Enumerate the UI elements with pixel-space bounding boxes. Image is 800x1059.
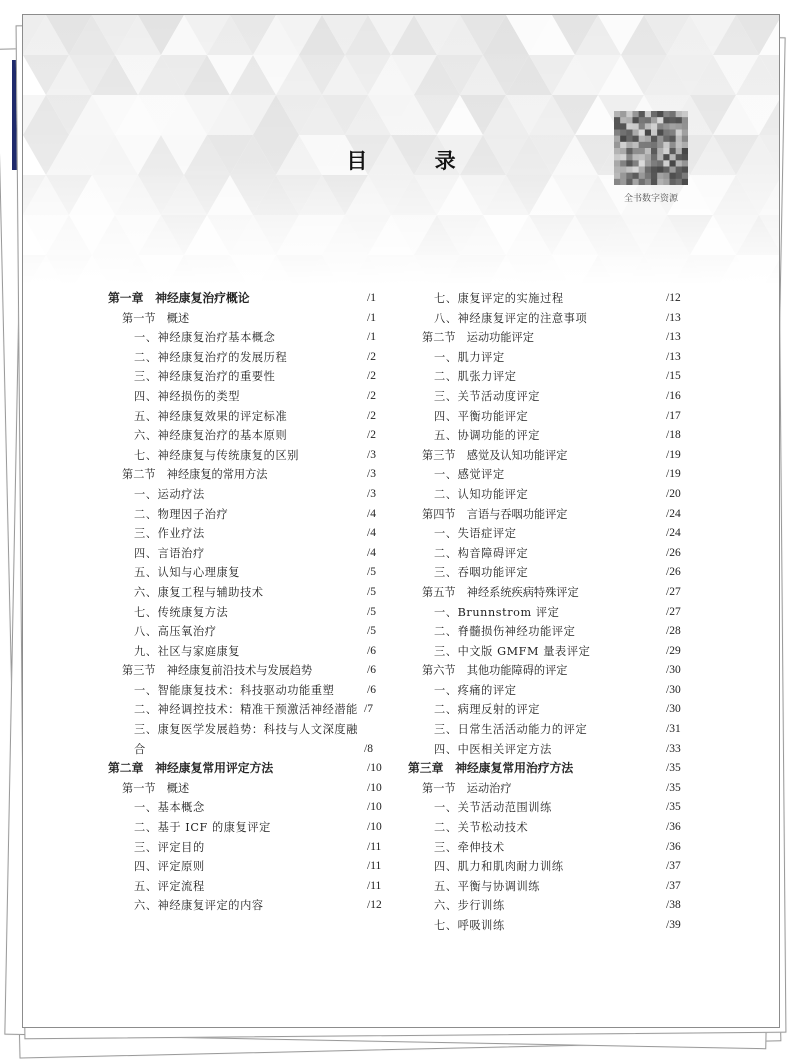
toc-page-number: /5 [367, 625, 376, 638]
toc-entry-title: 四、平衡功能评定 [434, 409, 529, 423]
toc-item-entry[interactable] [408, 289, 692, 309]
toc-entry-title: 第一节 概述 [122, 311, 190, 325]
toc-page-number: /27 [666, 605, 681, 618]
toc-entry-title: 三、中文版 GMFM 量表评定 [434, 644, 591, 658]
toc-item-entry[interactable] [408, 524, 692, 544]
toc-page-number: /30 [666, 703, 681, 716]
toc-page-number: /13 [666, 350, 681, 363]
toc-item-entry[interactable] [108, 798, 393, 818]
toc-entry-title: 三、吞咽功能评定 [434, 566, 529, 580]
toc-page-number: /3 [367, 468, 376, 481]
toc-entry-title: 三、关节活动度评定 [434, 389, 541, 403]
toc-entry-title: 五、认知与心理康复 [134, 566, 241, 580]
toc-item-entry[interactable] [408, 367, 692, 387]
toc-entry-title: 七、神经康复与传统康复的区别 [134, 448, 300, 462]
toc-page-number: /35 [666, 762, 681, 775]
toc-entry-title: 四、言语治疗 [134, 546, 205, 560]
toc-item-entry[interactable] [108, 367, 393, 387]
toc-entry-title: 第四节 言语与吞咽功能评定 [422, 507, 568, 521]
toc-item-entry[interactable] [408, 465, 692, 485]
toc-item-entry[interactable] [408, 603, 692, 623]
toc-page-number: /15 [666, 370, 681, 383]
toc-entry-title: 一、智能康复技术：科技驱动功能重塑 [134, 683, 335, 697]
toc-item-entry[interactable] [108, 877, 393, 897]
toc-page-number: /10 [367, 781, 382, 794]
toc-page-number: /7 [364, 703, 373, 716]
toc-item-entry[interactable] [108, 328, 393, 348]
toc-page-number: /1 [367, 292, 376, 304]
toc-item-entry[interactable] [408, 642, 692, 662]
toc-item-entry[interactable] [408, 544, 692, 564]
toc-section-entry[interactable] [408, 505, 692, 525]
toc-item-entry[interactable] [108, 681, 393, 701]
toc-section-entry[interactable] [408, 328, 692, 348]
toc-page-number: /12 [367, 899, 382, 912]
toc-page-number: /19 [666, 468, 681, 481]
toc-item-entry[interactable] [108, 700, 393, 720]
toc-page-number: /11 [367, 860, 382, 873]
toc-entry-title: 第三章 神经康复常用治疗方法 [408, 761, 574, 776]
toc-item-entry[interactable] [408, 896, 692, 916]
toc-entry-title: 第六节 其他功能障碍的评定 [422, 664, 568, 678]
toc-entry-title: 三、日常生活活动能力的评定 [434, 723, 588, 737]
toc-page-number: /12 [666, 292, 681, 304]
toc-page-number: /3 [367, 487, 376, 500]
toc-page-number: /37 [666, 879, 681, 892]
toc-column-right [408, 289, 692, 936]
toc-entry-title: 二、脊髓损伤神经功能评定 [434, 625, 576, 639]
toc-entry-title: 四、中医相关评定方法 [434, 742, 552, 756]
qr-code-caption: 全书数字资源 [623, 194, 678, 204]
toc-entry-title: 五、神经康复效果的评定标准 [134, 409, 288, 423]
toc-item-entry[interactable] [408, 387, 692, 407]
toc-item-entry[interactable] [108, 896, 393, 916]
toc-section-entry[interactable] [408, 583, 692, 603]
toc-item-entry[interactable] [108, 603, 393, 623]
toc-page-number: /31 [666, 723, 681, 736]
toc-page-number: /27 [666, 585, 681, 598]
toc-entry-title: 第一节 运动治疗 [422, 781, 512, 795]
toc-item-entry[interactable] [108, 583, 393, 603]
toc-section-entry[interactable] [408, 446, 692, 466]
toc-entry-title: 五、平衡与协调训练 [434, 879, 541, 893]
toc-entry-title: 六、神经康复评定的内容 [134, 899, 264, 913]
toc-entry-title: 七、呼吸训练 [434, 919, 505, 932]
toc-entry-title: 第一章 神经康复治疗概论 [108, 291, 250, 305]
toc-entry-title: 第一节 概述 [122, 781, 190, 795]
toc-entry-title: 三、评定目的 [134, 840, 205, 854]
toc-item-entry[interactable] [108, 838, 393, 858]
toc-page-number: /19 [666, 448, 681, 461]
toc-page [22, 14, 780, 1028]
toc-page-number: /5 [367, 585, 376, 598]
toc-item-entry[interactable] [408, 798, 692, 818]
toc-page-number: /3 [367, 448, 376, 461]
toc-entry-title: 二、关节松动技术 [434, 821, 529, 835]
toc-item-entry[interactable] [108, 426, 393, 446]
toc-item-entry[interactable] [408, 485, 692, 505]
toc-page-number: /4 [367, 546, 376, 559]
toc-page-number: /36 [666, 840, 681, 853]
toc-entry-title: 第五节 神经系统疾病特殊评定 [422, 585, 579, 599]
toc-page-number: /8 [364, 742, 373, 755]
toc-page-number: /6 [367, 664, 376, 677]
toc-page-number: /4 [367, 507, 376, 520]
toc-entry-title: 一、基本概念 [134, 801, 205, 815]
toc-page-number: /6 [367, 683, 376, 696]
toc-item-entry[interactable] [108, 485, 393, 505]
toc-entry-title: 七、传统康复方法 [134, 605, 229, 619]
toc-page-number: /39 [666, 919, 681, 931]
toc-entry-title: 七、康复评定的实施过程 [434, 292, 564, 305]
toc-item-entry[interactable] [108, 505, 393, 525]
toc-item-entry[interactable] [408, 740, 692, 760]
toc-section-entry[interactable] [108, 309, 393, 329]
toc-item-entry[interactable] [408, 348, 692, 368]
toc-item-entry[interactable] [108, 446, 393, 466]
toc-entry-title: 一、失语症评定 [434, 527, 517, 541]
toc-page-number: /30 [666, 683, 681, 696]
toc-entry-title: 第三节 感觉及认知功能评定 [422, 448, 568, 462]
toc-section-entry[interactable] [108, 661, 393, 681]
toc-entry-title: 第二节 运动功能评定 [422, 331, 534, 345]
toc-section-entry[interactable] [408, 661, 692, 681]
toc-item-entry[interactable] [108, 407, 393, 427]
toc-page-number: /10 [367, 821, 382, 834]
toc-section-entry[interactable] [408, 779, 692, 799]
toc-page-number: /5 [367, 566, 376, 579]
toc-page-number: /37 [666, 860, 681, 873]
toc-page-number: /1 [367, 331, 376, 344]
toc-chapter-entry[interactable] [108, 759, 393, 779]
toc-item-entry[interactable] [108, 387, 393, 407]
toc-entry-title: 一、运动疗法 [134, 487, 205, 501]
toc-entry-title: 一、疼痛的评定 [434, 683, 517, 697]
toc-entry-title: 八、高压氧治疗 [134, 625, 217, 639]
toc-item-entry[interactable] [408, 622, 692, 642]
toc-page-number: /2 [367, 389, 376, 402]
toc-entry-title: 五、评定流程 [134, 879, 205, 893]
toc-entry-title: 一、关节活动范围训练 [434, 801, 552, 815]
toc-entry-title: 一、肌力评定 [434, 350, 505, 364]
toc-entry-title: 二、基于 ICF 的康复评定 [134, 821, 271, 835]
toc-page-number: /4 [367, 527, 376, 540]
toc-item-entry[interactable] [408, 407, 692, 427]
toc-item-entry[interactable] [408, 563, 692, 583]
toc-page-number: /10 [367, 762, 382, 775]
toc-item-entry[interactable] [408, 700, 692, 720]
toc-entry-title: 六、神经康复治疗的基本原则 [134, 429, 288, 443]
toc-item-entry[interactable] [408, 720, 692, 740]
toc-item-entry[interactable] [408, 877, 692, 897]
toc-entry-title: 五、协调功能的评定 [434, 429, 541, 443]
toc-page-number: /36 [666, 821, 681, 834]
toc-item-entry[interactable] [108, 720, 393, 759]
toc-section-entry[interactable] [108, 465, 393, 485]
toc-entry-title: 第二章 神经康复常用评定方法 [108, 761, 274, 776]
toc-entry-title: 第二节 神经康复的常用方法 [122, 468, 268, 482]
toc-page-number: /35 [666, 781, 681, 794]
toc-entry-title: 三、作业疗法 [134, 527, 205, 541]
toc-page-number: /13 [666, 311, 681, 324]
toc-page-number: /20 [666, 487, 681, 500]
toc-item-entry[interactable] [408, 916, 692, 936]
toc-item-entry[interactable] [408, 818, 692, 838]
toc-section-entry[interactable] [108, 779, 393, 799]
toc-page-number: /10 [367, 801, 382, 814]
toc-page-number: /29 [666, 644, 681, 657]
toc-page-number: /16 [666, 389, 681, 402]
toc-item-entry[interactable] [408, 426, 692, 446]
toc-item-entry[interactable] [408, 838, 692, 858]
toc-item-entry[interactable] [108, 857, 393, 877]
toc-entry-title: 九、社区与家庭康复 [134, 644, 241, 658]
toc-entry-title: 二、病理反射的评定 [434, 703, 541, 717]
toc-item-entry[interactable] [108, 622, 393, 642]
toc-page-number: /24 [666, 527, 681, 540]
toc-page-number: /1 [367, 311, 376, 324]
toc-item-entry[interactable] [108, 563, 393, 583]
toc-chapter-entry[interactable] [408, 759, 692, 779]
toc-item-entry[interactable] [408, 857, 692, 877]
toc-item-entry[interactable] [108, 818, 393, 838]
toc-entry-title: 第三节 神经康复前沿技术与发展趋势 [122, 664, 313, 678]
toc-item-entry[interactable] [108, 544, 393, 564]
toc-page-number: /13 [666, 331, 681, 344]
toc-page-number: /2 [367, 429, 376, 442]
toc-page-number: /11 [367, 879, 382, 892]
toc-entry-title: 三、牵伸技术 [434, 840, 505, 854]
toc-page-number: /2 [367, 370, 376, 383]
toc-page-number: /28 [666, 625, 681, 638]
toc-entry-title: 二、构音障碍评定 [434, 546, 529, 560]
toc-page-number: /26 [666, 546, 681, 559]
toc-entry-title: 六、康复工程与辅助技术 [134, 585, 264, 599]
toc-entry-title: 一、神经康复治疗基本概念 [134, 331, 276, 345]
qr-code[interactable] [614, 111, 688, 185]
toc-entry-title: 三、神经康复治疗的重要性 [134, 370, 276, 384]
toc-column-left [108, 289, 393, 916]
toc-page-number: /35 [666, 801, 681, 814]
toc-entry-title: 四、神经损伤的类型 [134, 389, 241, 403]
toc-page-number: /26 [666, 566, 681, 579]
toc-page-number: /33 [666, 742, 681, 755]
toc-entry-title: 一、感觉评定 [434, 468, 505, 482]
toc-page-number: /5 [367, 605, 376, 618]
toc-page-number: /30 [666, 664, 681, 677]
toc-entry-title: 二、物理因子治疗 [134, 507, 229, 521]
toc-item-entry[interactable] [408, 309, 692, 329]
toc-entry-title: 一、Brunnstrom 评定 [434, 605, 560, 619]
toc-entry-title: 八、神经康复评定的注意事项 [434, 311, 588, 325]
toc-page-number: /38 [666, 899, 681, 912]
toc-page-number: /2 [367, 350, 376, 363]
toc-entry-title: 二、神经调控技术：精准干预激活神经潜能 [134, 703, 358, 717]
toc-entry-title: 二、神经康复治疗的发展历程 [134, 350, 288, 364]
toc-item-entry[interactable] [408, 681, 692, 701]
toc-page-number: /2 [367, 409, 376, 422]
toc-item-entry[interactable] [108, 524, 393, 544]
toc-entry-title: 二、肌张力评定 [434, 370, 517, 384]
toc-entry-title: 二、认知功能评定 [434, 487, 529, 501]
toc-page-number: /24 [666, 507, 681, 520]
toc-entry-title: 四、肌力和肌肉耐力训练 [434, 860, 564, 874]
toc-entry-title: 四、评定原则 [134, 860, 205, 874]
toc-page-number: /6 [367, 644, 376, 657]
toc-entry-title: 三、康复医学发展趋势：科技与人文深度融合 [134, 723, 358, 756]
toc-page-number: /11 [367, 840, 382, 853]
page-title: 目 录 [346, 149, 486, 173]
toc-page-number: /17 [666, 409, 681, 422]
toc-entry-title: 六、步行训练 [434, 899, 505, 913]
toc-chapter-entry[interactable] [108, 289, 393, 309]
toc-item-entry[interactable] [108, 348, 393, 368]
toc-item-entry[interactable] [108, 642, 393, 662]
toc-page-number: /18 [666, 429, 681, 442]
